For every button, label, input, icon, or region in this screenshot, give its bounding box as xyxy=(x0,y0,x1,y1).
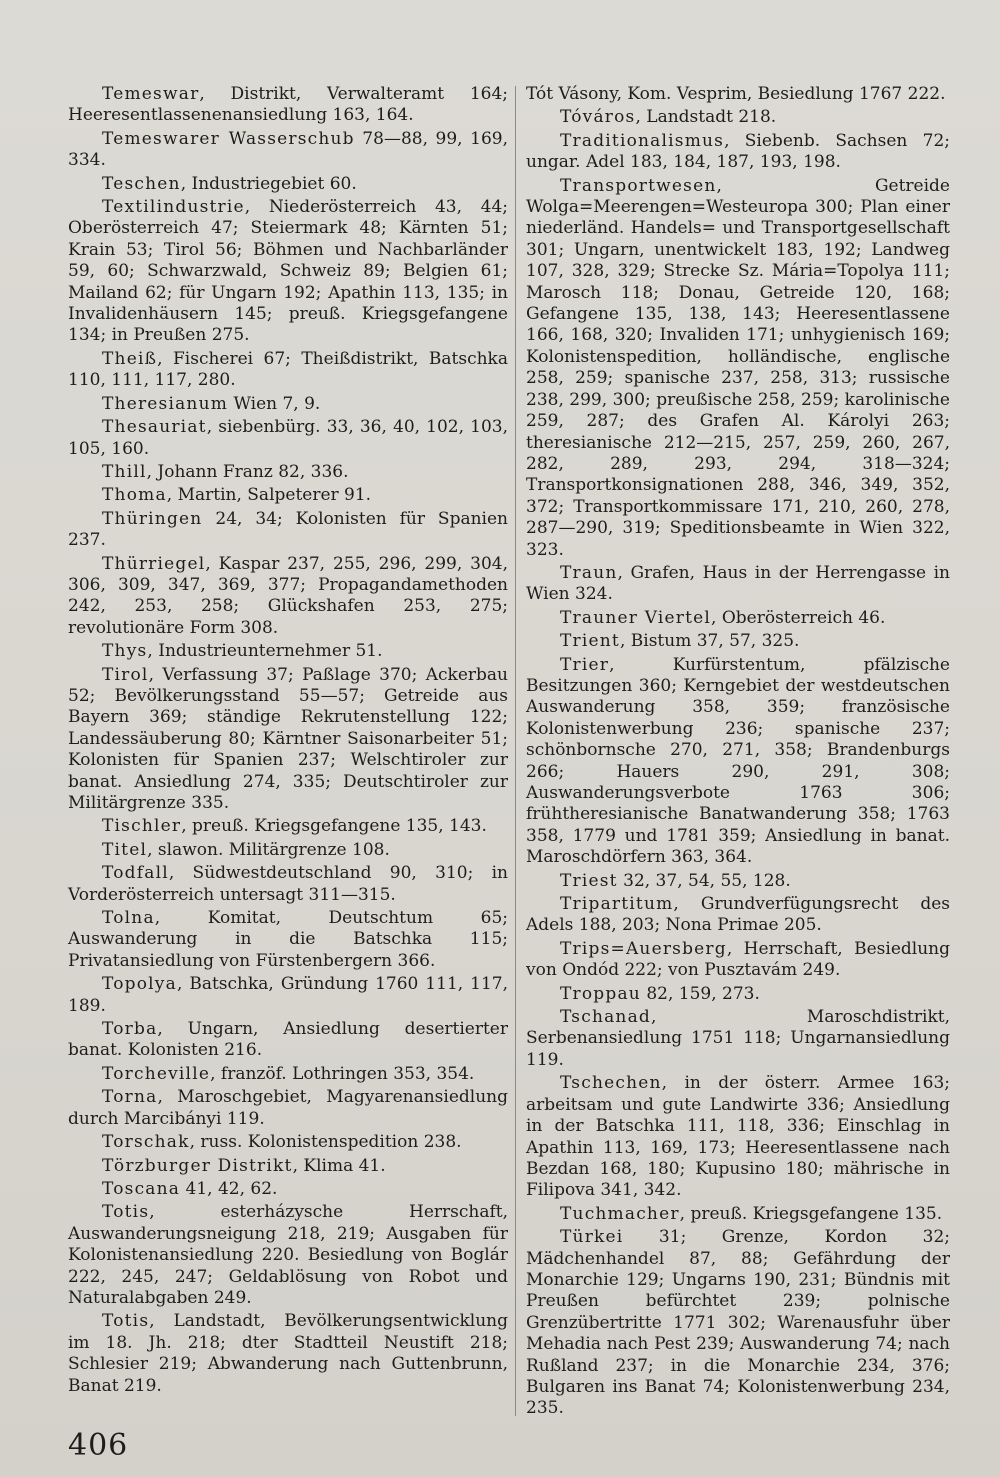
entry-head: Transportwesen xyxy=(560,175,717,196)
entry-text: 82, 159, 273. xyxy=(640,983,760,1004)
index-entry xyxy=(526,894,950,937)
entry-head: Torcheville xyxy=(102,1063,211,1084)
entry-text: , russ. Kolonistenspedition 238. xyxy=(189,1132,462,1153)
entry-text: , Getreide Wolga=Meerengen=Westeuropa 300; Plan einer niederländ. Handels= und Transportgesellschaft 301; Ungarn, unentwickelt 183, 192; Landweg 107, 328, 329; Strecke Sz. Mária=Topolya 111; Marosch 118; Donau, Getreide 120, 168; Gefangene 135, 138, 143; Heeresentlassene 166, 168, 320; Invaliden 171; unhygienisch 169; Kolonistenspedition, holländische, englische 258, 259; spanische 237, 258, 313; russische 238, 299, 300; preußische 258, 259; karolinische 259, 287; des Grafen Al. Károlyi 263; theresianische 212—215, 257, 259, 260, 267, 282, 289, 293, 294, 318—324; Transportkonsignationen 288, 346, 349, 352, 372; Transportkommissare 171, 210, 260, 278, 287—290, 319; Speditionsbeamte in Wien 322, 323. xyxy=(526,175,950,560)
entry-head: Todfall xyxy=(102,863,169,884)
index-entry xyxy=(68,1202,508,1309)
index-entry xyxy=(526,939,950,982)
entry-head: Trauner Viertel xyxy=(560,607,712,628)
entry-head: Thoma xyxy=(102,485,167,506)
index-entry xyxy=(68,641,508,662)
index-entry xyxy=(526,871,950,892)
index-entry xyxy=(526,563,950,606)
entry-head: Tóváros xyxy=(560,107,636,128)
right-column xyxy=(526,84,950,1422)
index-entry xyxy=(68,174,508,195)
entry-head: Toscana xyxy=(102,1178,181,1199)
entry-head: Tuchmacher xyxy=(560,1203,680,1224)
entry-text: , preuß. Kriegsgefangene 135, 143. xyxy=(181,816,487,837)
entry-head: Topolya xyxy=(102,974,177,995)
entry-text: , Bistum 37, 57, 325. xyxy=(619,631,800,652)
page-number: 406 xyxy=(68,1428,129,1463)
index-entry xyxy=(68,908,508,972)
index-entry xyxy=(526,631,950,652)
entry-head: Thys xyxy=(102,641,148,662)
index-entry xyxy=(68,485,508,506)
index-entry xyxy=(526,984,950,1005)
entry-text: , Distrikt, Verwalteramt 164; Heeresentlassenenansiedlung 163, 164. xyxy=(68,84,508,126)
entry-head: Torba xyxy=(102,1019,158,1040)
entry-text: , esterházysche Herrschaft, Auswanderungsneigung 218, 219; Ausgaben für Kolonistenansiedlung 220. Besiedlung von Boglár 222, 245, 247; Geldablösung von Robot und Naturalabgaben 249. xyxy=(68,1202,508,1308)
entry-text: Tót Vásony, Kom. Vesprim, Besiedlung 1767 222. xyxy=(526,84,946,104)
index-entry xyxy=(68,840,508,861)
entry-text: 24, 34; Kolonisten für Spanien 237. xyxy=(68,508,508,551)
entry-head: Traun xyxy=(560,562,618,583)
entry-text: , Grundverfügungsrecht des Adels 188, 203; Nona Primae 205. xyxy=(526,894,950,936)
entry-text: , Kurfürstentum, pfälzische Besitzungen 360; Kerngebiet der westdeutschen Auswanderung 358, 359; französische Kolonistenwerbung 236; spanische 237; schönbornsche 270, 271, 358; Brandenburgs 266; Hauers 290, 291, 308; Auswanderungsverbote 1763 306; frühtheresianische Banatwanderung 358; 1763 358, 1779 und 1781 359; Ansiedlung in banat. Maroschdörfern 363, 364. xyxy=(526,654,950,868)
index-entry xyxy=(68,1019,508,1062)
entry-head: Tschechen xyxy=(560,1073,662,1094)
entry-head: Türkei xyxy=(560,1227,624,1248)
entry-head: Temeswarer Wasserschub xyxy=(102,128,355,149)
index-entry xyxy=(68,417,508,460)
entry-head: Thesauriat xyxy=(102,417,207,438)
index-entry xyxy=(68,84,508,127)
entry-text: , Siebenb. Sachsen 72; ungar. Adel 183, 184, 187, 193, 198. xyxy=(526,130,950,173)
column-divider xyxy=(515,86,516,1416)
index-entry xyxy=(526,1073,950,1201)
index-entry xyxy=(68,665,508,815)
entry-head: Theiß xyxy=(102,348,158,369)
index-entry xyxy=(68,1156,508,1177)
entry-head: Troppau xyxy=(560,983,641,1004)
entry-text: , Grafen, Haus in der Herrengasse in Wien 324. xyxy=(526,562,950,605)
index-entry-continuation xyxy=(526,84,950,105)
entry-text: , Batschka, Gründung 1760 111, 117, 189. xyxy=(68,974,508,1016)
entry-text: 32, 37, 54, 55, 128. xyxy=(617,870,791,891)
index-entry xyxy=(68,394,508,415)
entry-head: Törzburger Distrikt xyxy=(102,1155,293,1176)
index-entry xyxy=(526,1204,950,1225)
entry-head: Triest xyxy=(560,870,618,891)
entry-head: Totis xyxy=(102,1311,150,1332)
index-entry xyxy=(68,509,508,552)
entry-text: 41, 42, 62. xyxy=(180,1178,278,1199)
entry-head: Temeswar xyxy=(102,84,200,104)
index-entry xyxy=(68,554,508,640)
entry-text: , Landstadt, Bevölkerungsentwicklung im 18. Jh. 218; dter Stadtteil Neustift 218; Schlesier 219; Abwanderung nach Guttenbrunn, Banat 219. xyxy=(68,1311,508,1396)
entry-head: Trips=Auersberg xyxy=(560,938,727,959)
entry-head: Textilindustrie xyxy=(102,197,245,218)
entry-text: , Martin, Salpeterer 91. xyxy=(166,485,372,506)
index-entry xyxy=(526,1007,950,1071)
index-entry xyxy=(68,462,508,483)
index-entry xyxy=(68,1179,508,1200)
entry-head: Tischler xyxy=(102,816,182,837)
index-entry xyxy=(526,608,950,629)
entry-text: , Klima 41. xyxy=(292,1155,386,1176)
entry-text: 31; Grenze, Kordon 32; Mädchenhandel 87, 88; Gefährdung der Monarchie 129; Ungarns 190, 231; Bündnis mit Preußen befürchtet 239; polnische Grenzübertritte 1771 302; Warenausfuhr über Mehadia nach Pest 239; Auswanderung 74; nach Rußland 237; in die Monarchie 234, 376; Bulgaren ins Banat 74; Kolonistenwerbung 234, 235. xyxy=(526,1227,950,1419)
entry-head: Trient xyxy=(560,631,620,652)
entry-text: , Landstadt 218. xyxy=(635,107,777,128)
entry-head: Titel xyxy=(102,839,148,860)
entry-text: , Herrschaft, Besiedlung von Ondód 222; von Pusztavám 249. xyxy=(526,938,950,981)
entry-text: , slawon. Militärgrenze 108. xyxy=(147,839,390,860)
entry-head: Totis xyxy=(102,1202,150,1223)
entry-text: 78—88, 99, 169, 334. xyxy=(68,128,508,171)
entry-text: , Niederösterreich 43, 44; Oberösterreich 47; Steiermark 48; Kärnten 51; Krain 53; Tirol 56; Böhmen und Nachbarländer 59, 60; Schwarzwald, Schweiz 89; Belgien 61; Mailand 62; für Ungarn 192; Apathin 113, 135; in Invalidenhäusern 145; preuß. Kriegsgefangene 134; in Preußen 275. xyxy=(68,197,508,346)
entry-text: , preuß. Kriegsgefangene 135. xyxy=(679,1203,943,1224)
index-entry xyxy=(68,1311,508,1397)
entry-text: , Ungarn, Ansiedlung desertierter banat. Kolonisten 216. xyxy=(68,1019,508,1061)
entry-text: , Komitat, Deutschtum 65; Auswanderung in die Batschka 115; Privatansiedlung von Fürstenbergern 366. xyxy=(68,908,508,971)
entry-text: , Maroschgebiet, Magyarenansiedlung durch Marcibányi 119. xyxy=(68,1087,508,1129)
index-entry xyxy=(526,1227,950,1420)
entry-head: Tirol xyxy=(102,664,149,685)
left-column xyxy=(68,84,508,1399)
entry-text: , Südwestdeutschland 90, 310; in Vorderösterreich untersagt 311—315. xyxy=(68,863,508,905)
entry-text: , Fischerei 67; Theißdistrikt, Batschka 110, 111, 117, 280. xyxy=(68,348,508,391)
entry-text: , siebenbürg. 33, 36, 40, 102, 103, 105, 160. xyxy=(68,417,508,459)
entry-text: , Oberösterreich 46. xyxy=(711,607,886,628)
index-entry xyxy=(68,816,508,837)
entry-text: , franzöf. Lothringen 353, 354. xyxy=(210,1063,475,1084)
index-entry xyxy=(526,107,950,128)
entry-head: Trier xyxy=(560,654,610,675)
index-entry xyxy=(526,655,950,869)
index-entry xyxy=(68,1087,508,1130)
entry-head: Tolna xyxy=(102,908,155,929)
entry-head: Teschen xyxy=(102,173,181,194)
entry-text: , in der österr. Armee 163; arbeitsam und gute Landwirte 336; Ansiedlung in der Batschka 111, 118, 336; Einschlag in Apathin 113, 169, 173; Heeresentlassene nach Bezdan 168, 180; Kupusino 180; mährische in Filipova 341, 342. xyxy=(526,1073,950,1201)
index-entry xyxy=(526,131,950,174)
entry-head: Torschak xyxy=(102,1132,190,1153)
index-entry xyxy=(68,129,508,172)
entry-head: Tschanad xyxy=(560,1007,651,1028)
entry-head: Traditionalismus xyxy=(560,130,725,151)
entry-text: , Industrieunternehmer 51. xyxy=(147,641,383,662)
index-entry xyxy=(68,863,508,906)
entry-head: Tripartitum xyxy=(560,894,674,915)
entry-head: Torna xyxy=(102,1087,158,1108)
entry-text: , Johann Franz 82, 336. xyxy=(146,461,349,482)
entry-head: Thürriegel xyxy=(102,553,206,574)
index-entry xyxy=(68,349,508,392)
index-entry xyxy=(68,1132,508,1153)
entry-head: Thüringen xyxy=(102,508,203,529)
entry-text: , Kaspar 237, 255, 296, 299, 304, 306, 309, 347, 369, 377; Propagandamethoden 242, 253, 258; Glückshafen 253, 275; revolutionäre Form 308. xyxy=(68,553,508,638)
index-entry xyxy=(68,974,508,1017)
entry-text: , Industriegebiet 60. xyxy=(180,173,357,194)
index-entry xyxy=(68,1064,508,1085)
index-entry xyxy=(68,197,508,347)
entry-head: Thill xyxy=(102,461,147,482)
entry-head: Theresianum xyxy=(102,393,229,414)
index-entry xyxy=(526,176,950,561)
entry-text: Wien 7, 9. xyxy=(228,393,321,414)
entry-text: , Verfassung 37; Paßlage 370; Ackerbau 52; Bevölkerungsstand 55—57; Getreide aus Bayern 369; ständige Rekrutenstellung 122; Landessäuberung 80; Kärntner Saisonarbeiter 51; Kolonisten für Spanien 237; Welschtiroler zur banat. Ansiedlung 274, 335; Deutschtiroler zur Militärgrenze 335. xyxy=(68,664,508,813)
entry-text: , Maroschdistrikt, Serbenansiedlung 1751 118; Ungarnansiedlung 119. xyxy=(526,1007,950,1070)
